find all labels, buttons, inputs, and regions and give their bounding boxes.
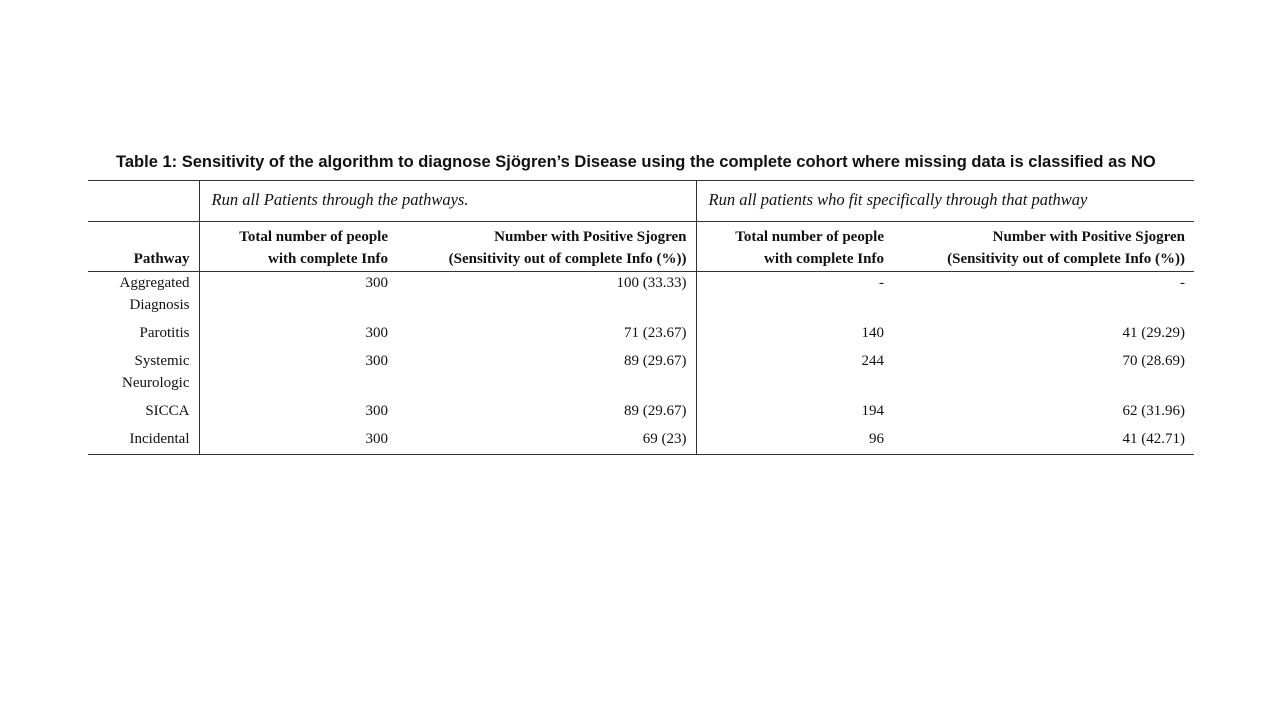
column-header-total-all: Total number of people with complete Info xyxy=(199,222,397,272)
positive-all-cell: 69 (23) xyxy=(397,428,696,455)
column-header-pathway: Pathway xyxy=(88,222,199,272)
group-header-empty xyxy=(88,181,199,222)
positive-fit-cell: 62 (31.96) xyxy=(1122,403,1185,419)
pathway-cell: Systemic Neurologic xyxy=(88,350,199,400)
total-fit-cell: - xyxy=(879,275,884,291)
total-fit-cell: 194 xyxy=(861,403,884,419)
positive-all-cell: 89 (29.67) xyxy=(397,350,696,400)
table-title: Table 1: Sensitivity of the algorithm to diagnose Sjögren’s Disease using the complete cohort where missing data is classified as NO xyxy=(116,153,1156,171)
total-fit-cell: 96 xyxy=(696,428,893,455)
group-header-fit-patients: Run all patients who fit specifically through that pathway xyxy=(696,181,1194,222)
table-row xyxy=(88,400,1194,428)
total-all-cell: 300 xyxy=(365,403,388,419)
total-fit-cell: 244 xyxy=(861,353,884,369)
sensitivity-table xyxy=(88,180,1194,455)
positive-fit-cell: 70 (28.69) xyxy=(1122,353,1185,369)
positive-all-cell: 100 (33.33) xyxy=(397,272,696,323)
pathway-cell: Incidental xyxy=(88,428,199,455)
table-row xyxy=(88,272,1194,323)
total-all-cell: 300 xyxy=(199,428,397,455)
column-header-positive-all: Number with Positive Sjogren (Sensitivity out of complete Info (%)) xyxy=(397,222,696,272)
total-all-cell: 300 xyxy=(365,275,388,291)
positive-fit-cell: - xyxy=(1180,275,1185,291)
group-header-all-patients: Run all Patients through the pathways. xyxy=(199,181,696,222)
total-all-cell: 300 xyxy=(365,325,388,341)
positive-all-cell: 71 (23.67) xyxy=(397,322,696,350)
table-row xyxy=(88,428,1194,455)
column-header-positive-fit: Number with Positive Sjogren (Sensitivity out of complete Info (%)) xyxy=(893,222,1194,272)
column-header-total-fit: Total number of people with complete Info xyxy=(696,222,893,272)
positive-fit-cell: 41 (29.29) xyxy=(1122,325,1185,341)
group-header-row xyxy=(88,181,1194,222)
column-header-row xyxy=(88,222,1194,272)
total-all-cell: 300 xyxy=(365,353,388,369)
total-fit-cell: 140 xyxy=(861,325,884,341)
pathway-cell: Aggregated Diagnosis xyxy=(88,272,199,323)
positive-fit-cell: 41 (42.71) xyxy=(893,428,1194,455)
pathway-cell: Parotitis xyxy=(88,322,199,350)
table-row xyxy=(88,350,1194,400)
table-row xyxy=(88,322,1194,350)
pathway-cell: SICCA xyxy=(88,400,199,428)
positive-all-cell: 89 (29.67) xyxy=(397,400,696,428)
